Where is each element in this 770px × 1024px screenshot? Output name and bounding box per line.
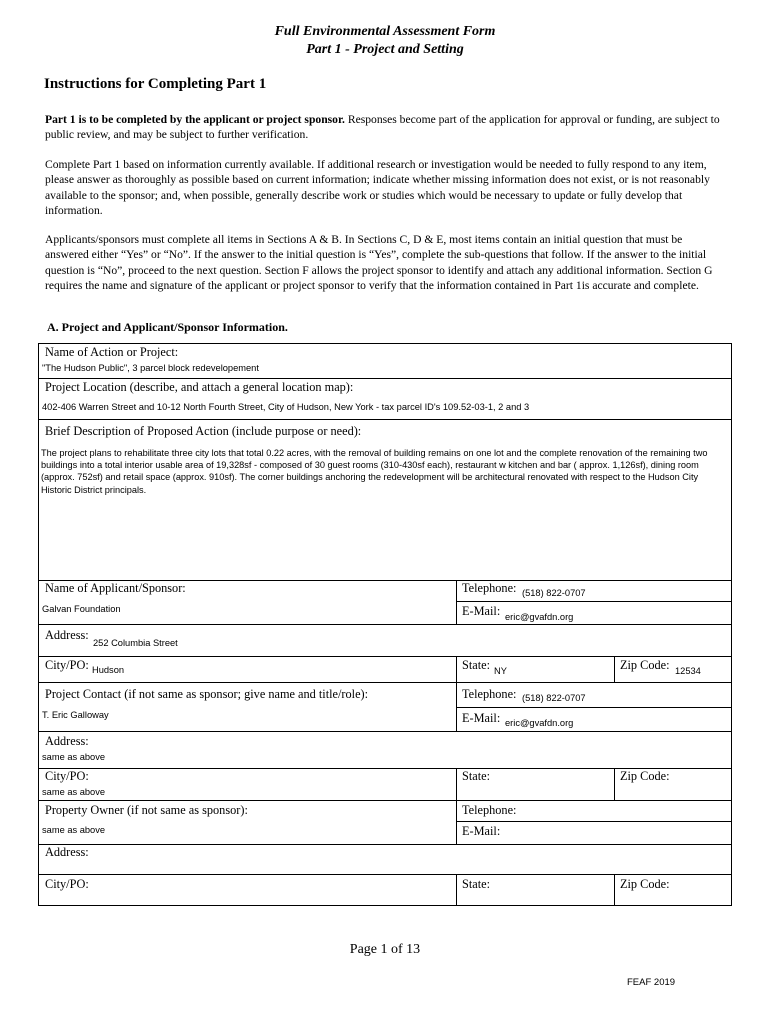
applicant-telephone-value[interactable]: (518) 822-0707 [522,588,586,598]
form-title: Full Environmental Assessment Form [274,24,496,39]
location-label: Project Location (describe, and attach a general location map): [45,380,354,394]
applicant-city-value[interactable]: Hudson [92,665,125,675]
form-id: FEAF 2019 [627,977,676,988]
owner-zip-label: Zip Code: [620,877,670,891]
applicant-info-form [38,343,732,906]
instructions-paragraph-1 [45,112,725,143]
contact-zip-label: Zip Code: [620,769,670,783]
contact-city-value[interactable]: same as above [42,787,106,797]
contact-name-value[interactable]: T. Eric Galloway [42,710,109,720]
page-number: Page 1 of 13 [349,942,421,957]
section-a-heading: A. Project and Applicant/Sponsor Information. [47,320,288,334]
owner-state-label: State: [462,877,491,891]
instructions-paragraph-2: Complete Part 1 based on information currently available. If additional research or investigation would be needed to fully respond to any item, please answer as thoroughly as possible based on current information; indicate whether missing information does not exist, or is not reasonably available to the sponsor; and, when possible, generally describe work or studies which would be necessary to update or fully develop that information. [45,158,710,218]
applicant-city-label: City/PO: [45,658,89,672]
description-label: Brief Description of Proposed Action (include purpose or need): [45,424,362,438]
applicant-state-value[interactable]: NY [494,666,507,676]
contact-email-label: E-Mail: [462,711,501,725]
form-subtitle: Part 1 - Project and Setting [306,42,464,57]
owner-label: Property Owner (if not same as sponsor): [45,803,248,817]
instructions-p1-bold: Part 1 is to be completed by the applicant or project sponsor. [45,113,345,126]
action-name-value[interactable]: "The Hudson Public", 3 parcel block redevelopement [42,363,259,373]
location-value[interactable]: 402-406 Warren Street and 10-12 North Fourth Street, City of Hudson, New York - tax parcel ID's 109.52-03-1, 2 and 3 [42,402,530,412]
applicant-telephone-label: Telephone: [462,581,517,595]
owner-name-value[interactable]: same as above [42,825,106,835]
contact-address-label: Address: [45,734,89,748]
action-name-label: Name of Action or Project: [45,345,179,359]
contact-telephone-label: Telephone: [462,687,517,701]
contact-address-value[interactable]: same as above [42,752,106,762]
owner-city-label: City/PO: [45,877,89,891]
contact-state-label: State: [462,769,491,783]
applicant-zip-label: Zip Code: [620,658,670,672]
owner-telephone-label: Telephone: [462,803,517,817]
instructions-paragraph-3: Applicants/sponsors must complete all items in Sections A & B. In Sections C, D & E, most items contain an initial question that must be answered either “Yes” or “No”. If the answer to the initial question is “Yes”, complete the sub-questions that follow. If the answer to the initial question is “No”, proceed to the next question. Section F allows the project sponsor to identify and attach any additional information. Section G requires the name and signature of the applicant or project sponsor to verify that the information contained in Part 1is accurate and complete. [45,233,713,293]
contact-telephone-value[interactable]: (518) 822-0707 [522,693,586,703]
instructions-p1-rest: Responses become part of the application for approval or funding, are subject to public review, and may be subject to further verification. [45,113,720,142]
description-value[interactable]: The project plans to rehabilitate three city lots that total 0.22 acres, with the removal of building remains on one lot and the complete renovation of the remaining two buildings into a total interior usable area of 19,328sf - composed of 30 guest rooms (310-430sf each), restaurant w kitchen and bar ( approx. 1,126sf), dining room (approx. 752sf) and retail space (approx. 910sf). The corner buildings anchoring the redevelopment will be architectural renovated with respect to the Hudson City Historic District principals. [41,448,708,495]
applicant-email-value[interactable]: eric@gvafdn.org [505,612,574,622]
applicant-email-label: E-Mail: [462,604,501,618]
instructions-heading: Instructions for Completing Part 1 [44,76,267,92]
applicant-address-value[interactable]: 252 Columbia Street [93,638,178,648]
contact-city-label: City/PO: [45,769,89,783]
applicant-name-value[interactable]: Galvan Foundation [42,604,121,614]
applicant-zip-value[interactable]: 12534 [675,666,701,676]
contact-email-value[interactable]: eric@gvafdn.org [505,718,574,728]
owner-address-label: Address: [45,845,89,859]
owner-email-label: E-Mail: [462,824,501,838]
applicant-state-label: State: [462,658,491,672]
contact-label: Project Contact (if not same as sponsor; give name and title/role): [45,687,369,701]
applicant-label: Name of Applicant/Sponsor: [45,581,186,595]
applicant-address-label: Address: [45,628,89,642]
